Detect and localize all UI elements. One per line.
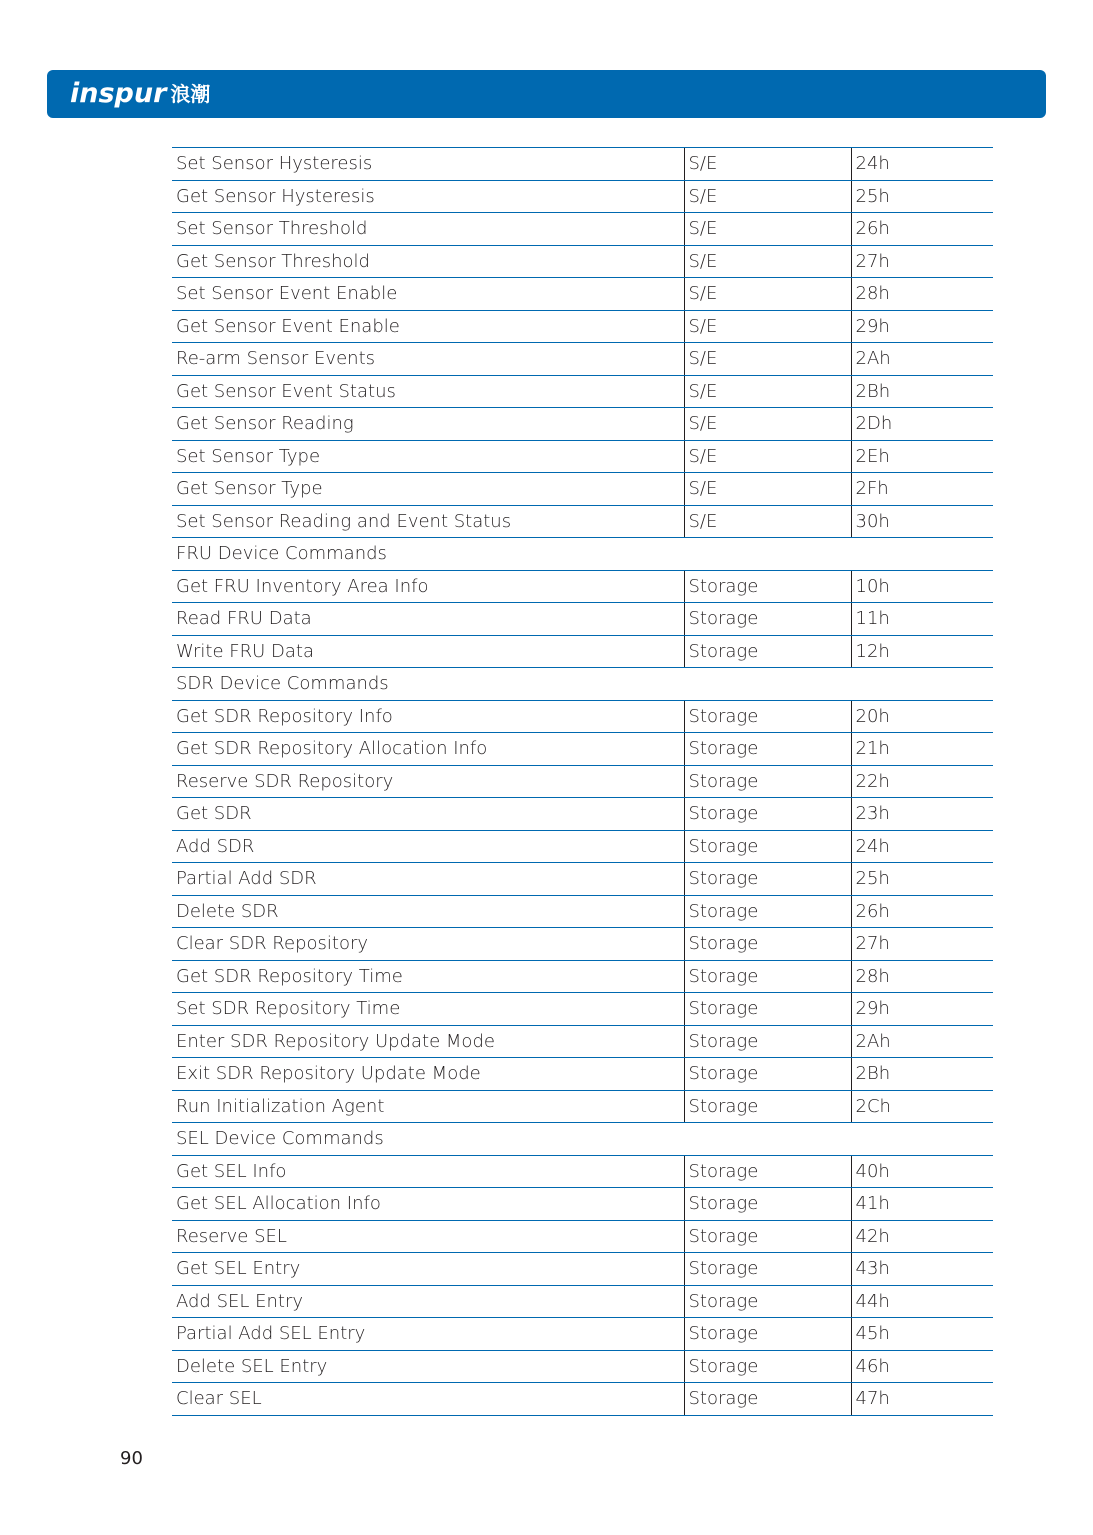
table-row <box>172 1090 993 1123</box>
command-name-cell: Set SDR Repository Time <box>172 993 684 1026</box>
table-row <box>172 895 993 928</box>
command-code-cell: 24h <box>851 830 993 863</box>
netfn-cell: Storage <box>684 635 851 668</box>
command-name-cell: Reserve SDR Repository <box>172 765 684 798</box>
command-code-cell: 2Eh <box>851 440 993 473</box>
command-code-cell: 2Ah <box>851 1025 993 1058</box>
command-name-cell: Exit SDR Repository Update Mode <box>172 1058 684 1091</box>
command-name-cell: Get Sensor Type <box>172 473 684 506</box>
table-row <box>172 440 993 473</box>
command-code-cell: 2Dh <box>851 408 993 441</box>
command-code-cell: 40h <box>851 1155 993 1188</box>
table-row <box>172 1155 993 1188</box>
netfn-cell: S/E <box>684 310 851 343</box>
section-header-row <box>172 1123 993 1156</box>
netfn-cell: Storage <box>684 895 851 928</box>
ipmi-command-table <box>172 147 993 1416</box>
command-code-cell: 41h <box>851 1188 993 1221</box>
table-row <box>172 505 993 538</box>
table-row <box>172 1318 993 1351</box>
table-row <box>172 928 993 961</box>
netfn-cell: Storage <box>684 603 851 636</box>
command-code-cell: 2Fh <box>851 473 993 506</box>
logo-cjk-text: 浪潮 <box>170 82 211 106</box>
netfn-cell: S/E <box>684 148 851 181</box>
table-row <box>172 1188 993 1221</box>
command-code-cell: 46h <box>851 1350 993 1383</box>
command-name-cell: Get SDR Repository Info <box>172 700 684 733</box>
command-name-cell: Get FRU Inventory Area Info <box>172 570 684 603</box>
command-name-cell: Set Sensor Threshold <box>172 213 684 246</box>
netfn-cell: S/E <box>684 278 851 311</box>
page-number: 90 <box>120 1448 143 1469</box>
command-name-cell: Get SEL Allocation Info <box>172 1188 684 1221</box>
table-row <box>172 1025 993 1058</box>
command-name-cell: Get Sensor Event Enable <box>172 310 684 343</box>
command-name-cell: Get SEL Info <box>172 1155 684 1188</box>
section-header-row <box>172 668 993 701</box>
command-name-cell: Enter SDR Repository Update Mode <box>172 1025 684 1058</box>
command-name-cell: Set Sensor Reading and Event Status <box>172 505 684 538</box>
table-row <box>172 830 993 863</box>
command-name-cell: Partial Add SEL Entry <box>172 1318 684 1351</box>
command-code-cell: 42h <box>851 1220 993 1253</box>
table-row <box>172 180 993 213</box>
command-code-cell: 27h <box>851 928 993 961</box>
command-table-body <box>172 148 993 1416</box>
command-code-cell: 30h <box>851 505 993 538</box>
command-name-cell: Set Sensor Event Enable <box>172 278 684 311</box>
command-name-cell: Write FRU Data <box>172 635 684 668</box>
table-row <box>172 408 993 441</box>
table-row <box>172 863 993 896</box>
command-code-cell: 28h <box>851 960 993 993</box>
table-row <box>172 570 993 603</box>
table-row <box>172 960 993 993</box>
table-row <box>172 148 993 181</box>
command-code-cell: 25h <box>851 180 993 213</box>
table-row <box>172 635 993 668</box>
table-row <box>172 310 993 343</box>
command-code-cell: 22h <box>851 765 993 798</box>
command-name-cell: Get Sensor Hysteresis <box>172 180 684 213</box>
table-row <box>172 993 993 1026</box>
netfn-cell: Storage <box>684 1058 851 1091</box>
netfn-cell: S/E <box>684 343 851 376</box>
table-row <box>172 375 993 408</box>
netfn-cell: S/E <box>684 213 851 246</box>
command-name-cell: Get SEL Entry <box>172 1253 684 1286</box>
command-code-cell: 10h <box>851 570 993 603</box>
command-name-cell: Re-arm Sensor Events <box>172 343 684 376</box>
command-code-cell: 28h <box>851 278 993 311</box>
command-code-cell: 47h <box>851 1383 993 1416</box>
command-code-cell: 11h <box>851 603 993 636</box>
netfn-cell: S/E <box>684 245 851 278</box>
command-name-cell: Get Sensor Event Status <box>172 375 684 408</box>
command-name-cell: Partial Add SDR <box>172 863 684 896</box>
netfn-cell: Storage <box>684 830 851 863</box>
section-title: FRU Device Commands <box>172 538 993 571</box>
command-code-cell: 2Bh <box>851 1058 993 1091</box>
command-code-cell: 20h <box>851 700 993 733</box>
table-row <box>172 1058 993 1091</box>
table-row <box>172 603 993 636</box>
logo-latin-text: inspur <box>70 78 167 109</box>
netfn-cell: S/E <box>684 180 851 213</box>
table-row <box>172 245 993 278</box>
table-row <box>172 213 993 246</box>
command-name-cell: Delete SEL Entry <box>172 1350 684 1383</box>
table-row <box>172 473 993 506</box>
netfn-cell: Storage <box>684 993 851 1026</box>
section-header-row <box>172 538 993 571</box>
netfn-cell: Storage <box>684 798 851 831</box>
command-code-cell: 21h <box>851 733 993 766</box>
netfn-cell: S/E <box>684 440 851 473</box>
section-title: SDR Device Commands <box>172 668 993 701</box>
command-code-cell: 29h <box>851 310 993 343</box>
table-row <box>172 1285 993 1318</box>
command-code-cell: 23h <box>851 798 993 831</box>
command-code-cell: 2Ch <box>851 1090 993 1123</box>
command-code-cell: 26h <box>851 895 993 928</box>
netfn-cell: Storage <box>684 1025 851 1058</box>
command-code-cell: 24h <box>851 148 993 181</box>
table-row <box>172 1350 993 1383</box>
netfn-cell: Storage <box>684 700 851 733</box>
inspur-logo <box>70 79 210 109</box>
netfn-cell: Storage <box>684 765 851 798</box>
table-row <box>172 278 993 311</box>
command-name-cell: Set Sensor Type <box>172 440 684 473</box>
netfn-cell: Storage <box>684 1383 851 1416</box>
netfn-cell: Storage <box>684 1188 851 1221</box>
table-row <box>172 1220 993 1253</box>
netfn-cell: Storage <box>684 960 851 993</box>
command-name-cell: Run Initialization Agent <box>172 1090 684 1123</box>
command-code-cell: 25h <box>851 863 993 896</box>
netfn-cell: Storage <box>684 1155 851 1188</box>
command-name-cell: Set Sensor Hysteresis <box>172 148 684 181</box>
table-row <box>172 343 993 376</box>
command-name-cell: Get Sensor Threshold <box>172 245 684 278</box>
netfn-cell: Storage <box>684 928 851 961</box>
section-title: SEL Device Commands <box>172 1123 993 1156</box>
table-row <box>172 733 993 766</box>
command-name-cell: Add SDR <box>172 830 684 863</box>
netfn-cell: Storage <box>684 1350 851 1383</box>
command-name-cell: Clear SEL <box>172 1383 684 1416</box>
command-name-cell: Delete SDR <box>172 895 684 928</box>
command-code-cell: 45h <box>851 1318 993 1351</box>
command-code-cell: 27h <box>851 245 993 278</box>
netfn-cell: Storage <box>684 1090 851 1123</box>
command-name-cell: Read FRU Data <box>172 603 684 636</box>
command-code-cell: 43h <box>851 1253 993 1286</box>
netfn-cell: Storage <box>684 1253 851 1286</box>
netfn-cell: Storage <box>684 1220 851 1253</box>
netfn-cell: Storage <box>684 570 851 603</box>
table-row <box>172 765 993 798</box>
netfn-cell: S/E <box>684 375 851 408</box>
command-code-cell: 2Bh <box>851 375 993 408</box>
table-row <box>172 700 993 733</box>
command-code-cell: 26h <box>851 213 993 246</box>
command-code-cell: 44h <box>851 1285 993 1318</box>
netfn-cell: Storage <box>684 733 851 766</box>
netfn-cell: Storage <box>684 1285 851 1318</box>
netfn-cell: Storage <box>684 1318 851 1351</box>
table-row <box>172 1383 993 1416</box>
table-row <box>172 798 993 831</box>
command-code-cell: 29h <box>851 993 993 1026</box>
netfn-cell: S/E <box>684 473 851 506</box>
command-name-cell: Reserve SEL <box>172 1220 684 1253</box>
command-code-cell: 2Ah <box>851 343 993 376</box>
command-name-cell: Clear SDR Repository <box>172 928 684 961</box>
netfn-cell: S/E <box>684 408 851 441</box>
command-name-cell: Get SDR <box>172 798 684 831</box>
netfn-cell: S/E <box>684 505 851 538</box>
command-name-cell: Get SDR Repository Allocation Info <box>172 733 684 766</box>
command-name-cell: Get SDR Repository Time <box>172 960 684 993</box>
command-name-cell: Add SEL Entry <box>172 1285 684 1318</box>
netfn-cell: Storage <box>684 863 851 896</box>
command-name-cell: Get Sensor Reading <box>172 408 684 441</box>
table-row <box>172 1253 993 1286</box>
command-code-cell: 12h <box>851 635 993 668</box>
